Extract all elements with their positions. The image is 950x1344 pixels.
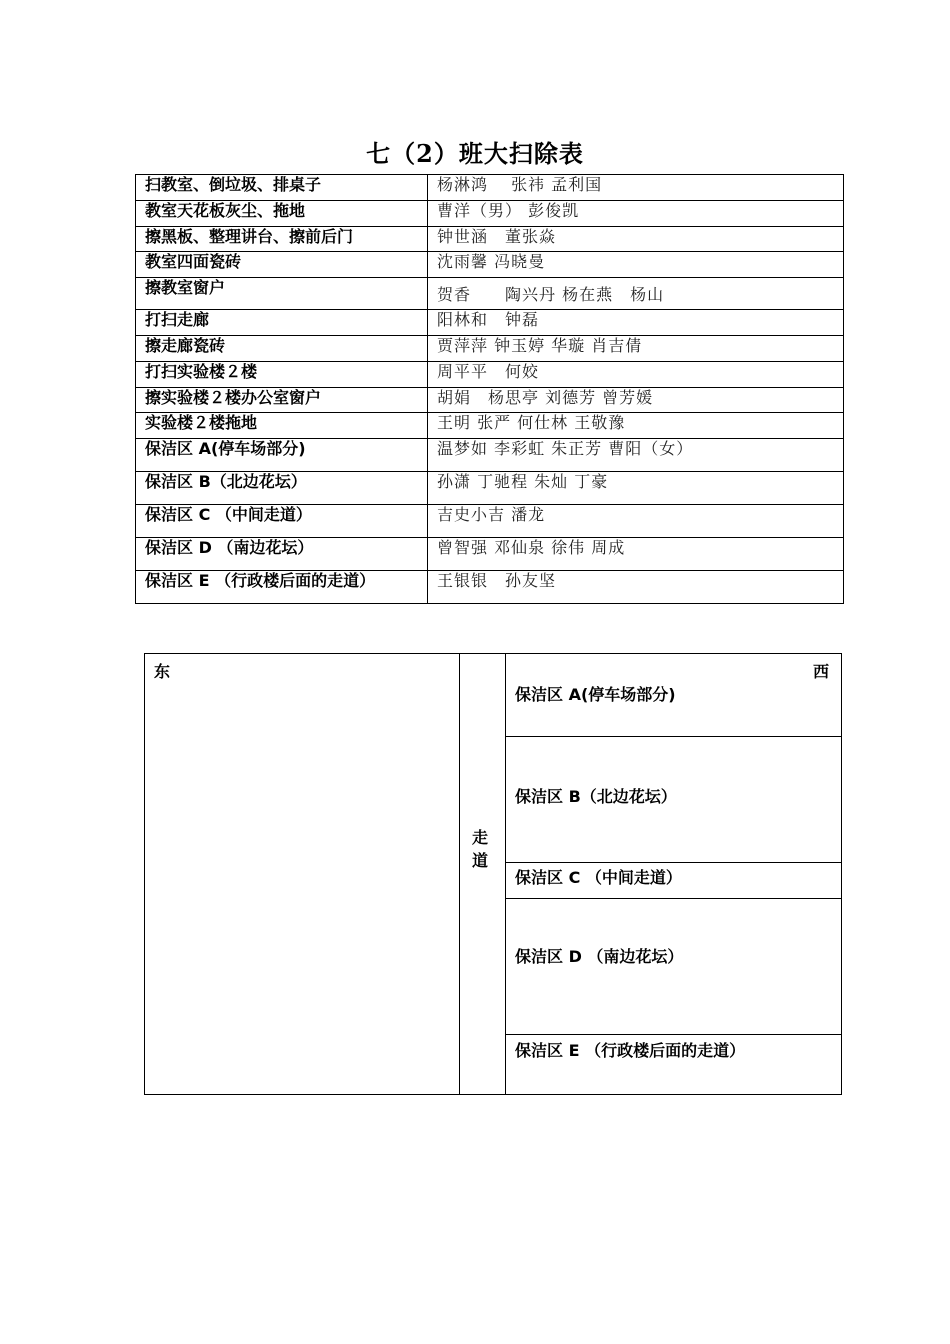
- names-cell: 曹洋（男） 彭俊凯: [428, 201, 844, 227]
- names-cell: 阳林和 钟磊: [428, 310, 844, 336]
- names-cell: 贾萍萍 钟玉婷 华璇 肖吉倩: [428, 336, 844, 362]
- task-cell: 保洁区 B（北边花坛）: [136, 472, 428, 505]
- west-label: 西: [812, 662, 829, 681]
- names-cell: 曾智强 邓仙泉 徐伟 周成: [428, 538, 844, 571]
- task-cell: 擦教室窗户: [136, 278, 428, 310]
- table-row: [136, 413, 844, 439]
- table-row: [136, 175, 844, 201]
- table-row: [136, 201, 844, 227]
- table-row: [136, 227, 844, 252]
- west-area: [506, 654, 841, 1094]
- task-cell: 实验楼２楼拖地: [136, 413, 428, 439]
- table-row: [136, 571, 844, 604]
- task-cell: 打扫实验楼２楼: [136, 362, 428, 388]
- table-row: [136, 505, 844, 538]
- names-cell: 沈雨馨 冯晓曼: [428, 252, 844, 278]
- task-cell: 教室天花板灰尘、拖地: [136, 201, 428, 227]
- table-row: [136, 388, 844, 413]
- area-map: [144, 653, 842, 1095]
- zone-label: 保洁区 D （南边花坛）: [515, 947, 684, 966]
- zone-e: [506, 1035, 841, 1094]
- zone-label: 保洁区 A(停车场部分): [515, 685, 676, 704]
- names-cell: 温梦如 李彩虹 朱正芳 曹阳（女）: [428, 439, 844, 472]
- table-row: [136, 472, 844, 505]
- table-row: [136, 439, 844, 472]
- east-area: [145, 654, 460, 1094]
- names-cell: 周平平 何姣: [428, 362, 844, 388]
- table-row: [136, 538, 844, 571]
- walkway-area: [460, 654, 506, 1094]
- zone-label: 保洁区 C （中间走道）: [515, 868, 682, 887]
- zone-a: [506, 654, 841, 737]
- names-cell: 胡娟 杨思亭 刘德芳 曾芳媛: [428, 388, 844, 413]
- zone-d: [506, 899, 841, 1035]
- table-row: [136, 310, 844, 336]
- duty-table: [135, 174, 844, 604]
- task-cell: 打扫走廊: [136, 310, 428, 336]
- page-title: 七（2）班大扫除表: [366, 139, 584, 168]
- zone-b: [506, 737, 841, 863]
- zone-label: 保洁区 E （行政楼后面的走道）: [515, 1041, 746, 1060]
- east-label: 东: [154, 662, 171, 681]
- names-cell: 杨淋鸿 张祎 孟利国: [428, 175, 844, 201]
- table-row: [136, 336, 844, 362]
- names-cell: 吉史小吉 潘龙: [428, 505, 844, 538]
- table-row: [136, 278, 844, 310]
- names-cell: 孙潇 丁驰程 朱灿 丁豪: [428, 472, 844, 505]
- task-cell: 扫教室、倒垃圾、排桌子: [136, 175, 428, 201]
- task-cell: 擦黑板、整理讲台、擦前后门: [136, 227, 428, 252]
- task-cell: 擦走廊瓷砖: [136, 336, 428, 362]
- walkway-label: 走道: [471, 828, 488, 870]
- task-cell: 保洁区 C （中间走道）: [136, 505, 428, 538]
- zone-c: [506, 863, 841, 899]
- task-cell: 教室四面瓷砖: [136, 252, 428, 278]
- task-cell: 保洁区 A(停车场部分): [136, 439, 428, 472]
- table-row: [136, 362, 844, 388]
- task-cell: 保洁区 D （南边花坛）: [136, 538, 428, 571]
- zone-label: 保洁区 B（北边花坛）: [515, 787, 677, 806]
- names-cell: 王银银 孙友坚: [428, 571, 844, 604]
- task-cell: 擦实验楼２楼办公室窗户: [136, 388, 428, 413]
- names-cell: 钟世涵 董张焱: [428, 227, 844, 252]
- names-cell: 王明 张严 何仕林 王敬豫: [428, 413, 844, 439]
- table-row: [136, 252, 844, 278]
- names-cell: 贺香 陶兴丹 杨在燕 杨山: [428, 278, 844, 310]
- task-cell: 保洁区 E （行政楼后面的走道）: [136, 571, 428, 604]
